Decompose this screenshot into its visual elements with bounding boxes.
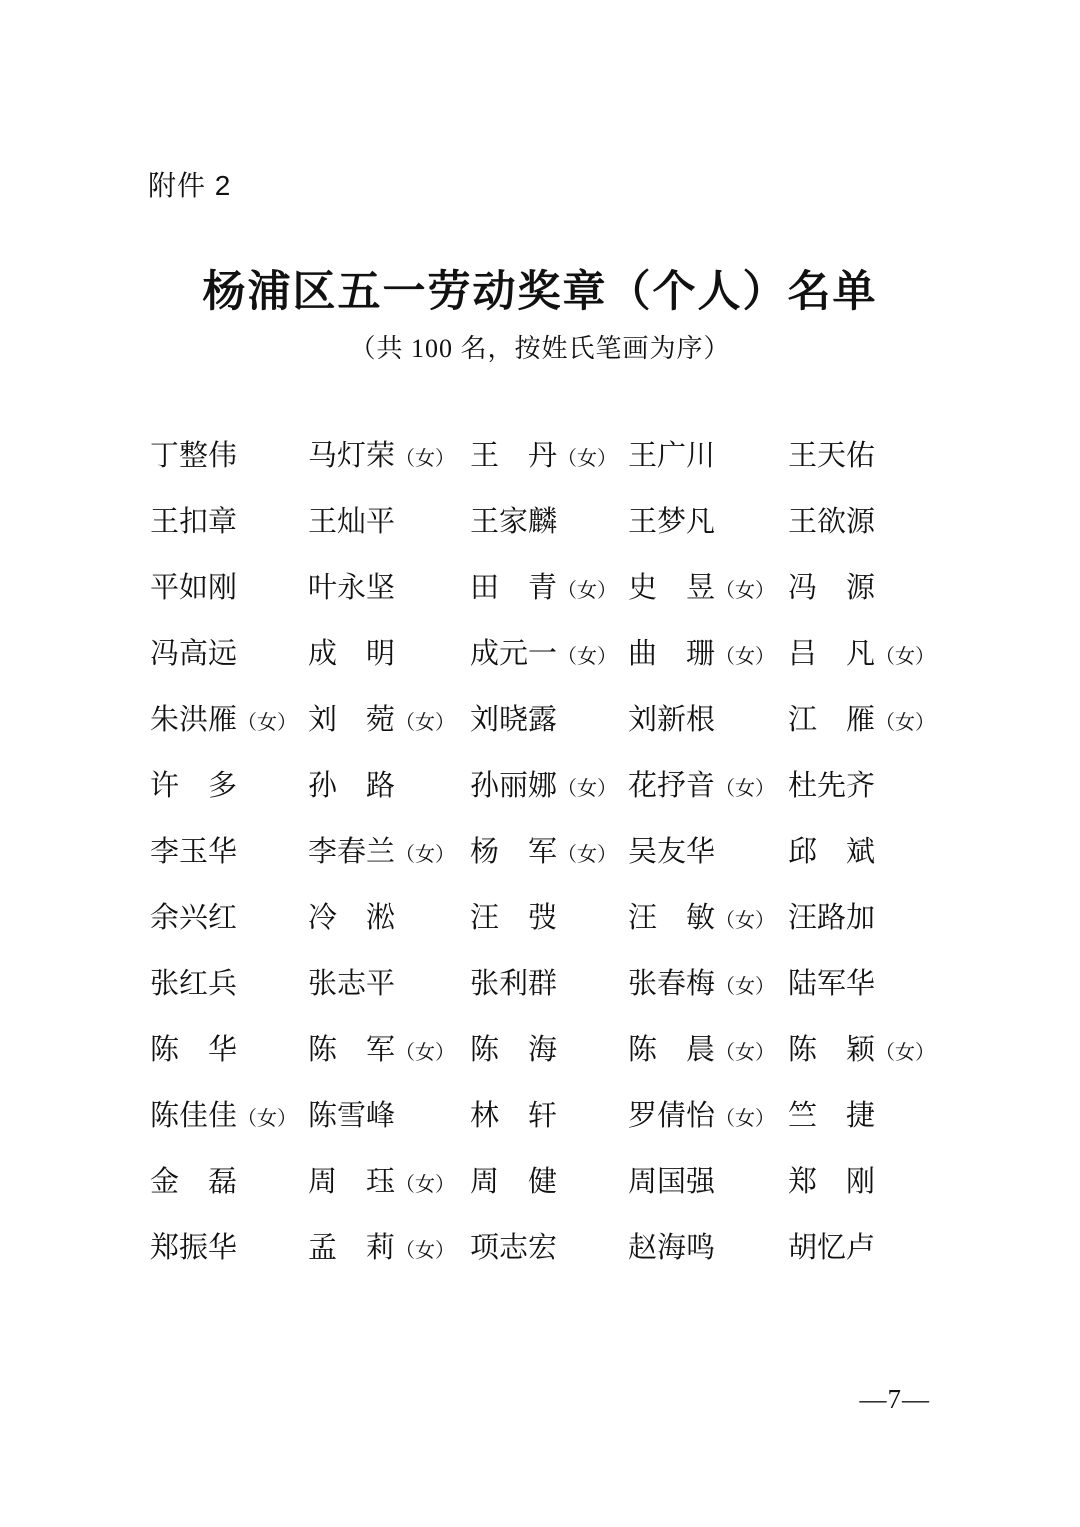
- person-name: 孟 莉: [308, 1231, 396, 1264]
- name-cell: [308, 1212, 470, 1278]
- person-name: 赵海鸣: [628, 1231, 716, 1264]
- name-cell: [470, 420, 628, 486]
- person-name: 金 磊: [150, 1165, 238, 1198]
- name-cell: [788, 1014, 940, 1080]
- name-cell: [308, 1080, 470, 1146]
- name-cell: [470, 1146, 628, 1212]
- name-cell: [150, 1014, 308, 1080]
- page-number: —7—: [859, 1384, 930, 1414]
- name-cell: [788, 552, 940, 618]
- gender-suffix: （女）: [715, 777, 776, 800]
- person-name: 陈 海: [470, 1033, 558, 1066]
- name-cell: [788, 948, 940, 1014]
- table-row: [150, 618, 940, 684]
- name-cell: [308, 552, 470, 618]
- person-name: 孙丽娜: [470, 769, 558, 802]
- gender-suffix: （女）: [237, 711, 298, 734]
- person-name: 花抒音: [628, 769, 716, 802]
- name-cell: [470, 1212, 628, 1278]
- name-cell: [308, 684, 470, 750]
- name-cell: [788, 750, 940, 816]
- person-name: 冷 淞: [308, 901, 396, 934]
- person-name: 马灯荣: [308, 439, 396, 472]
- person-name: 王欲源: [788, 505, 876, 538]
- name-cell: [308, 816, 470, 882]
- name-cell: [308, 1146, 470, 1212]
- person-name: 杜先齐: [788, 769, 876, 802]
- person-name: 张红兵: [150, 967, 238, 1000]
- name-cell: [628, 486, 788, 552]
- name-cell: [150, 552, 308, 618]
- person-name: 曲 珊: [628, 637, 716, 670]
- name-cell: [788, 420, 940, 486]
- person-name: 陈雪峰: [308, 1099, 396, 1132]
- name-cell: [788, 882, 940, 948]
- gender-suffix: （女）: [557, 447, 618, 470]
- person-name: 孙 路: [308, 769, 396, 802]
- person-name: 杨 军: [470, 835, 558, 868]
- gender-suffix: （女）: [395, 1239, 456, 1262]
- name-cell: [788, 486, 940, 552]
- name-cell: [150, 750, 308, 816]
- table-row: [150, 1080, 940, 1146]
- person-name: 吴友华: [628, 835, 716, 868]
- gender-suffix: （女）: [715, 909, 776, 932]
- table-row: [150, 882, 940, 948]
- name-cell: [150, 816, 308, 882]
- person-name: 史 昱: [628, 571, 716, 604]
- name-cell: [470, 816, 628, 882]
- gender-suffix: （女）: [395, 1041, 456, 1064]
- person-name: 陈 军: [308, 1033, 396, 1066]
- person-name: 余兴红: [150, 901, 238, 934]
- name-cell: [788, 1146, 940, 1212]
- table-row: [150, 816, 940, 882]
- name-cell: [150, 882, 308, 948]
- table-row: [150, 552, 940, 618]
- gender-suffix: （女）: [715, 1041, 776, 1064]
- table-row: [150, 1212, 940, 1278]
- table-row: [150, 1146, 940, 1212]
- name-cell: [150, 1080, 308, 1146]
- name-cell: [470, 948, 628, 1014]
- name-cell: [308, 618, 470, 684]
- person-name: 陈 颖: [788, 1033, 876, 1066]
- person-name: 冯高远: [150, 637, 238, 670]
- person-name: 郑 刚: [788, 1165, 876, 1198]
- name-cell: [628, 618, 788, 684]
- name-cell: [788, 1080, 940, 1146]
- attachment-label: 附件 2: [148, 170, 232, 201]
- gender-suffix: （女）: [395, 843, 456, 866]
- person-name: 张志平: [308, 967, 396, 1000]
- name-cell: [150, 1212, 308, 1278]
- name-cell: [308, 486, 470, 552]
- table-row: [150, 486, 940, 552]
- name-cell: [470, 882, 628, 948]
- person-name: 丁整伟: [150, 439, 238, 472]
- name-cell: [628, 684, 788, 750]
- name-cell: [470, 1014, 628, 1080]
- person-name: 平如刚: [150, 571, 238, 604]
- name-cell: [308, 420, 470, 486]
- person-name: 成 明: [308, 637, 396, 670]
- name-cell: [470, 618, 628, 684]
- person-name: 林 轩: [470, 1099, 558, 1132]
- gender-suffix: （女）: [875, 1041, 936, 1064]
- gender-suffix: （女）: [557, 645, 618, 668]
- gender-suffix: （女）: [395, 711, 456, 734]
- name-cell: [150, 948, 308, 1014]
- name-cell: [628, 816, 788, 882]
- person-name: 江 雁: [788, 703, 876, 736]
- name-cell: [628, 1080, 788, 1146]
- gender-suffix: （女）: [395, 447, 456, 470]
- name-cell: [628, 1212, 788, 1278]
- person-name: 王灿平: [308, 505, 396, 538]
- person-name: 汪 敏: [628, 901, 716, 934]
- person-name: 吕 凡: [788, 637, 876, 670]
- name-cell: [150, 618, 308, 684]
- person-name: 冯 源: [788, 571, 876, 604]
- person-name: 周 珏: [308, 1165, 396, 1198]
- name-cell: [470, 486, 628, 552]
- person-name: 王广川: [628, 439, 716, 472]
- person-name: 张春梅: [628, 967, 716, 1000]
- name-cell: [150, 486, 308, 552]
- table-row: [150, 948, 940, 1014]
- table-row: [150, 1014, 940, 1080]
- name-cell: [150, 1146, 308, 1212]
- person-name: 陈佳佳: [150, 1099, 238, 1132]
- name-cell: [308, 882, 470, 948]
- gender-suffix: （女）: [557, 777, 618, 800]
- person-name: 刘新根: [628, 703, 716, 736]
- name-cell: [470, 1080, 628, 1146]
- person-name: 胡忆卢: [788, 1231, 876, 1264]
- person-name: 周 健: [470, 1165, 558, 1198]
- table-row: [150, 750, 940, 816]
- person-name: 王天佑: [788, 439, 876, 472]
- name-cell: [308, 750, 470, 816]
- person-name: 邱 斌: [788, 835, 876, 868]
- name-cell: [788, 1212, 940, 1278]
- person-name: 刘晓露: [470, 703, 558, 736]
- person-name: 许 多: [150, 769, 238, 802]
- person-name: 竺 捷: [788, 1099, 876, 1132]
- person-name: 汪路加: [788, 901, 876, 934]
- gender-suffix: （女）: [715, 1107, 776, 1130]
- name-cell: [788, 816, 940, 882]
- person-name: 周国强: [628, 1165, 716, 1198]
- person-name: 田 青: [470, 571, 558, 604]
- name-cell: [628, 1146, 788, 1212]
- name-cell: [150, 420, 308, 486]
- page-subtitle: （共 100 名，按姓氏笔画为序）: [349, 334, 731, 363]
- person-name: 王梦凡: [628, 505, 716, 538]
- person-name: 朱洪雁: [150, 703, 238, 736]
- name-cell: [308, 1014, 470, 1080]
- gender-suffix: （女）: [715, 645, 776, 668]
- person-name: 陈 晨: [628, 1033, 716, 1066]
- name-cell: [308, 948, 470, 1014]
- person-name: 王家麟: [470, 505, 558, 538]
- name-cell: [628, 750, 788, 816]
- gender-suffix: （女）: [395, 1173, 456, 1196]
- person-name: 王扣章: [150, 505, 238, 538]
- person-name: 刘 菀: [308, 703, 396, 736]
- gender-suffix: （女）: [715, 579, 776, 602]
- name-cell: [628, 552, 788, 618]
- name-cell: [470, 552, 628, 618]
- person-name: 张利群: [470, 967, 558, 1000]
- person-name: 罗倩怡: [628, 1099, 716, 1132]
- person-name: 陈 华: [150, 1033, 238, 1066]
- person-name: 叶永坚: [308, 571, 396, 604]
- table-row: [150, 420, 940, 486]
- name-cell: [788, 618, 940, 684]
- gender-suffix: （女）: [237, 1107, 298, 1130]
- gender-suffix: （女）: [715, 975, 776, 998]
- gender-suffix: （女）: [875, 711, 936, 734]
- person-name: 陆军华: [788, 967, 876, 1000]
- gender-suffix: （女）: [557, 579, 618, 602]
- name-list-table: [150, 420, 940, 1278]
- person-name: 郑振华: [150, 1231, 238, 1264]
- gender-suffix: （女）: [875, 645, 936, 668]
- gender-suffix: （女）: [557, 843, 618, 866]
- person-name: 成元一: [470, 637, 558, 670]
- person-name: 李春兰: [308, 835, 396, 868]
- name-cell: [628, 1014, 788, 1080]
- person-name: 项志宏: [470, 1231, 558, 1264]
- name-cell: [470, 750, 628, 816]
- person-name: 王 丹: [470, 439, 558, 472]
- table-row: [150, 684, 940, 750]
- person-name: 李玉华: [150, 835, 238, 868]
- page-title: 杨浦区五一劳动奖章（个人）名单: [202, 269, 878, 316]
- name-cell: [628, 948, 788, 1014]
- name-cell: [628, 882, 788, 948]
- name-cell: [470, 684, 628, 750]
- person-name: 汪 弢: [470, 901, 558, 934]
- name-cell: [628, 420, 788, 486]
- name-cell: [788, 684, 940, 750]
- name-cell: [150, 684, 308, 750]
